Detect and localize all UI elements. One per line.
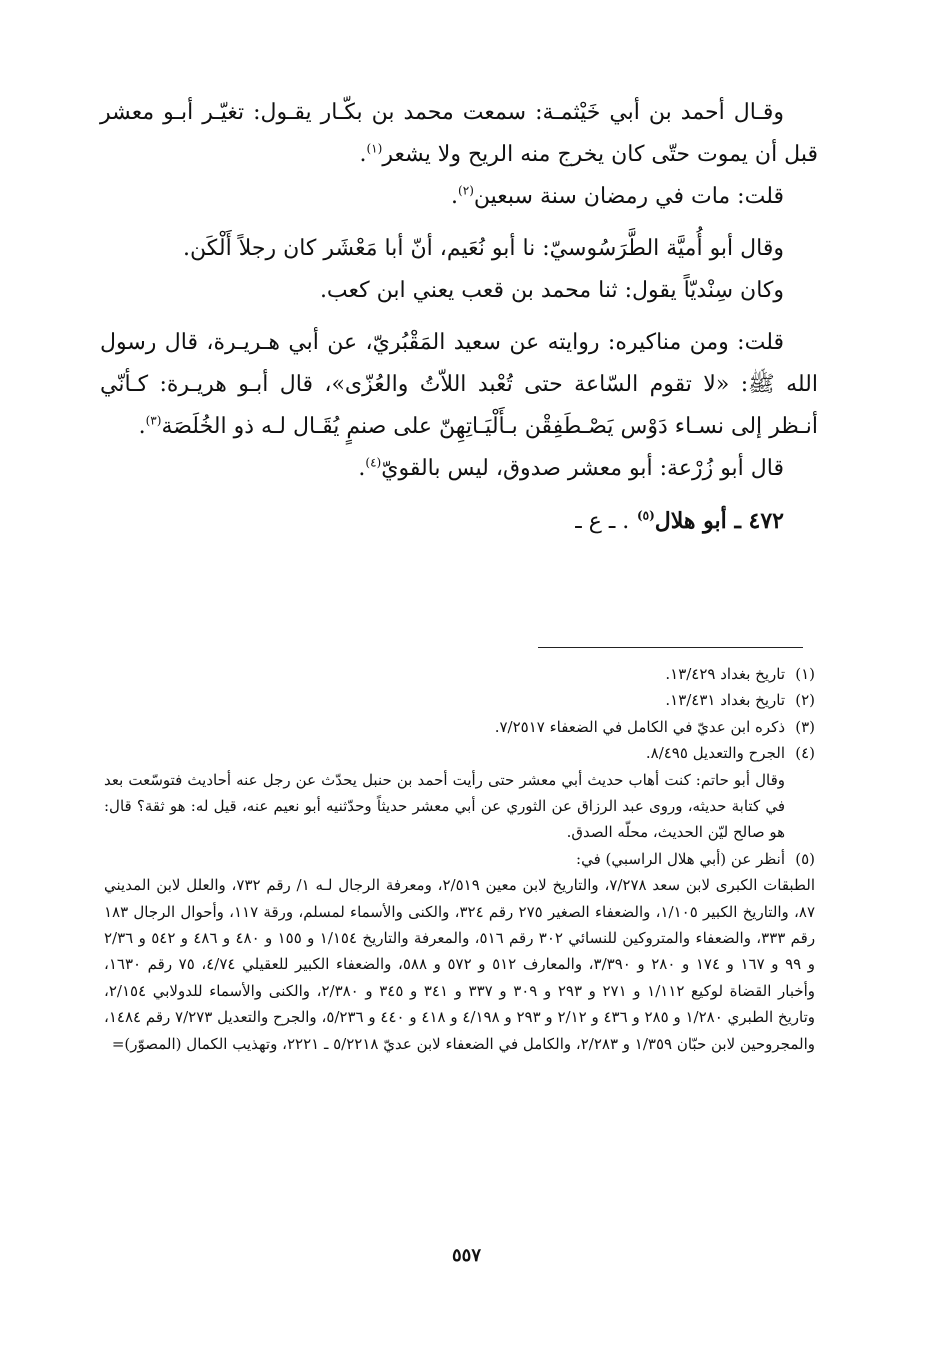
- footnote-2: (٢)تاريخ بغداد ١٣/٤٣١.: [665, 691, 815, 710]
- footnote-ref: (١): [366, 141, 383, 156]
- footnote-ref: (٣): [145, 413, 162, 428]
- entry-number: ٤٧٢ ـ: [734, 508, 784, 534]
- footnote-4-continuation: وقال أبو حاتم: كنت أهاب حديث أبي معشر حتى رأيت أحمد بن حنبل يحدّث عن رجل عنه أحاديث فتوسّعت بعد في كتابة حديثه، وروى عبد الرزاق عن الثوري عن أبي معشر حديثاً وحدّثنيه أبو نعيم عنه، قيل له: هو ثقة؟ قال: هو صالح ليّن الحديث، محلّه الصدق.: [104, 770, 785, 842]
- entry-tail: . ـ ع ـ: [575, 509, 630, 534]
- footnote-1: (١)تاريخ بغداد ١٣/٤٢٩.: [665, 665, 815, 683]
- footnote-5: (٥)أنظر عن (أبي هلال الراسبي) في:: [576, 849, 815, 868]
- paragraph-6: قال أبو زُرْعة: أبو معشر صدوق، ليس بالقويّ$^{(٤)}$.: [358, 455, 784, 481]
- paragraph-4: وكان سِنْديّاً يقول: ثنا محمد بن قعب يعني ابن كعب.: [319, 278, 784, 303]
- footnote-separator: [538, 647, 803, 648]
- footnote-5-continuation: الطبقات الكبرى لابن سعد ٧/٢٧٨، والتاريخ لابن معين ٢/٥١٩، ومعرفة الرجال لـه ١/ رقم ٧٣٢، والعلل لابن المديني ٨٧، والتاريخ الكبير ١/١٠٥، والضعفاء الصغير ٢٧٥ رقم ٣٢٤، والكنى والأسماء لمسلم، ورقة ١١٧، وأحوال الرجال ١٨٣ رقم ٣٣٣، والضعفاء والمتروكين للنسائي ٣٠٢ رقم ٥١٦، والمعرفة والتاريخ ١/١٥٤ و ١٥٥ و ٤٨٠ و ٤٨٦ و ٥٤٢ و ٢/٣٦ و ٩٩ و ١٦٧ و ١٧٤ و ٢٨٠ و ٣/٣٩٠، والمعارف ٥١٢ و ٥٧٢ و ٥٨٨، والضعفاء الكبير للعقيلي ٤/٧٤، ٧٥ رقم ١٦٣٠، وأخبار القضاة لوكيع ١/١١٢ و ٢٧١ و ٢٩٣ و ٣٠٩ و ٣٣٧ و ٣٤١ و ٣٤٥ و ٢/٣٨٠، والكنى والأسماء للدولابي ٢/١٥٤، وتاريخ الطبري ١/٢٨٠ و ٢٨٥ و ٤٣٦ و ٢/١٢ و ٢٩٣ و ٤/١٩٨ و ٤١٨ و ٤٤٠ و ٥/٢٣٦، والجرح والتعديل ٧/٢٧٣ رقم ١٤٨٤، والمجروحين لابن حبّان ١/٣٥٩ و ٢/٢٨٣، والكامل في الضعفاء لابن عديّ ٥/٢٢١٨ ـ ٢٢٢١، وتهذيب الكمال (المصوّر)=: [104, 876, 816, 1053]
- footnote-4: (٤)الجرح والتعديل ٨/٤٩٥.: [645, 744, 815, 763]
- footnote-ref: (٤): [365, 455, 382, 470]
- paragraph-2: قلت: مات في رمضان سنة سبعين$^{(٢)}$.: [451, 183, 784, 209]
- footnote-3: (٣)ذكره ابن عديّ في الكامل في الضعفاء ٧/٢٥١٧.: [494, 717, 815, 736]
- paragraph-1: وقـال أحمد بن أبي خَيْثمـة: سمعت محمد بن بكّـار يقـول: تغيّـر أبـو معشر قبل أن يموت حتّى كان يخرج منه الريح ولا يشعر$^{(١)}$.: [100, 100, 818, 167]
- paragraph-3: وقال أبو أُميَّة الطَّرَسُوسيّ: نا أبو نُعَيم، أنّ أبا مَعْشَر كان رجلاً أَلْكَن.: [183, 236, 784, 261]
- footnote-ref: (٥): [636, 508, 655, 523]
- main-text: [100, 92, 818, 543]
- footnotes: [104, 661, 815, 1057]
- entry-heading: [100, 500, 818, 543]
- footnote-ref: (٢): [458, 183, 474, 198]
- page-number: ٥٥٧: [451, 1245, 481, 1266]
- entry-name: أبو هلال: [654, 508, 727, 534]
- paragraph-5: قلت: ومن مناكيره: روايته عن سعيد المَقْبُريّ، عن أبي هـريـرة، قال رسول الله ﷺ: «لا تقوم السّاعة حتى تُعْبد اللاّتُ والعُزّى»، قال أبـو هريـرة: كـأنّي أنـظر إلى نسـاء دَوْس يَصْـطَفِقْن بـأَلْيَـاتِهِنّ على صنمٍ يُقَـال لـه ذو الخُلَصَة$^{(٣)}$.: [100, 330, 818, 439]
